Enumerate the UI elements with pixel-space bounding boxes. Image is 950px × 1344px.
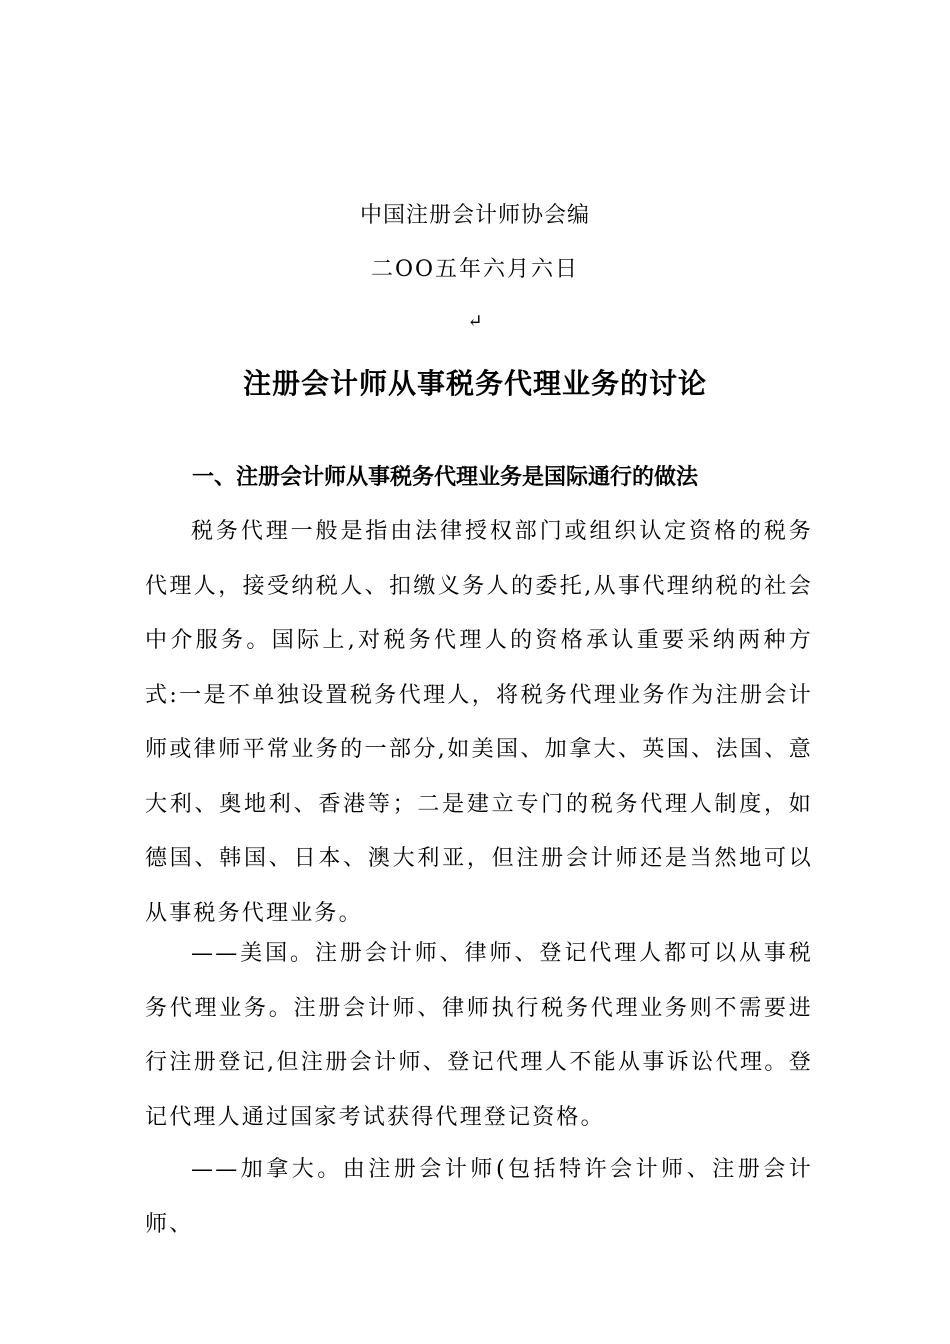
paragraph-canada: ——加拿大。由注册会计师(包括特许会计师、注册会计师、	[145, 1157, 813, 1237]
section-heading: 一、注册会计师从事税务代理业务是国际通行的做法	[192, 465, 699, 490]
paragraph-usa: ——美国。注册会计师、律师、登记代理人都可以从事税务代理业务。注册会计师、律师执行税务代理业务则不需要进行注册登记,但注册会计师、登记代理人不能从事诉讼代理。登记代理人通过国家考试获得代理登记资格。	[145, 941, 813, 1130]
paragraph-intro: 税务代理一般是指由法律授权部门或组织认定资格的税务代理人，接受纳税人、扣缴义务人的委托,从事代理纳税的社会中介服务。国际上,对税务代理人的资格承认重要采纳两种方式:一是不单独设置税务代理人，将税务代理业务作为注册会计师或律师平常业务的一部分,如美国、加拿大、英国、法国、意大利、奥地利、香港等；二是建立专门的税务代理人制度，如德国、韩国、日本、澳大利亚，但注册会计师还是当然地可以从事税务代理业务。	[145, 519, 813, 926]
document-title: 注册会计师从事税务代理业务的讨论	[242, 367, 707, 400]
organization-line: 中国注册会计师协会编	[359, 203, 590, 228]
date-line: 二OO五年六月六日	[370, 257, 580, 282]
paragraph-mark: ↵	[467, 311, 483, 332]
